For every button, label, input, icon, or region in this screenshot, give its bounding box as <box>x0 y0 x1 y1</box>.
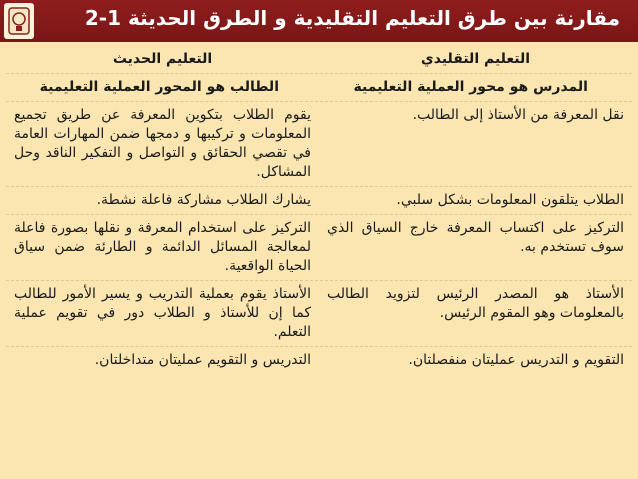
cell-traditional: التقويم و التدريس عمليتان منفصلتان. <box>408 352 624 368</box>
title-bar <box>0 0 638 42</box>
comparison-table <box>6 46 632 374</box>
table-row <box>6 215 632 281</box>
subheader-traditional: المدرس هو محور العملية التعليمية <box>353 79 588 95</box>
cell-traditional: الطلاب يتلقون المعلومات بشكل سلبي. <box>396 192 624 208</box>
university-logo-icon <box>4 3 34 39</box>
cell-traditional: التركيز على اكتساب المعرفة خارج السياق الذي سوف تستخدم به. <box>327 220 624 255</box>
table-row <box>6 187 632 215</box>
page-title: مقارنة بين طرق التعليم التقليدية و الطرق الحديثة 1-2 <box>84 6 620 30</box>
subheader-modern: الطالب هو المحور العملية التعليمية <box>39 79 279 95</box>
cell-modern: التدريس و التقويم عمليتان متداخلتان. <box>94 352 311 368</box>
header-traditional: التعليم التقليدي <box>420 51 531 67</box>
column-subheaders <box>6 74 632 102</box>
cell-modern: يقوم الطلاب بتكوين المعرفة عن طريق تجميع المعلومات و تركيبها و دمجها ضمن المهارات العامة في تقصي الحقائق و التواصل و التفكير الناقد وحل المشاكل. <box>14 107 311 180</box>
table-row <box>6 347 632 374</box>
table-row <box>6 102 632 187</box>
cell-traditional: الأستاذ هو المصدر الرئيس لتزويد الطالب بالمعلومات وهو المقوم الرئيس. <box>327 286 624 321</box>
header-modern: التعليم الحديث <box>112 51 213 67</box>
table-row <box>6 281 632 347</box>
cell-modern: الأستاذ يقوم بعملية التدريب و يسير الأمور للطالب كما إن للأستاذ و الطلاب دور في تقويم عملية التعلم. <box>14 286 311 340</box>
cell-traditional: نقل المعرفة من الأستاذ إلى الطالب. <box>412 107 624 123</box>
cell-modern: التركيز على استخدام المعرفة و نقلها بصورة فاعلة لمعالجة المسائل الدائمة و الطارئة ضمن سياق الحياة الواقعية. <box>14 220 311 274</box>
column-headers <box>6 46 632 74</box>
cell-modern: يشارك الطلاب مشاركة فاعلة نشطة. <box>96 192 311 208</box>
